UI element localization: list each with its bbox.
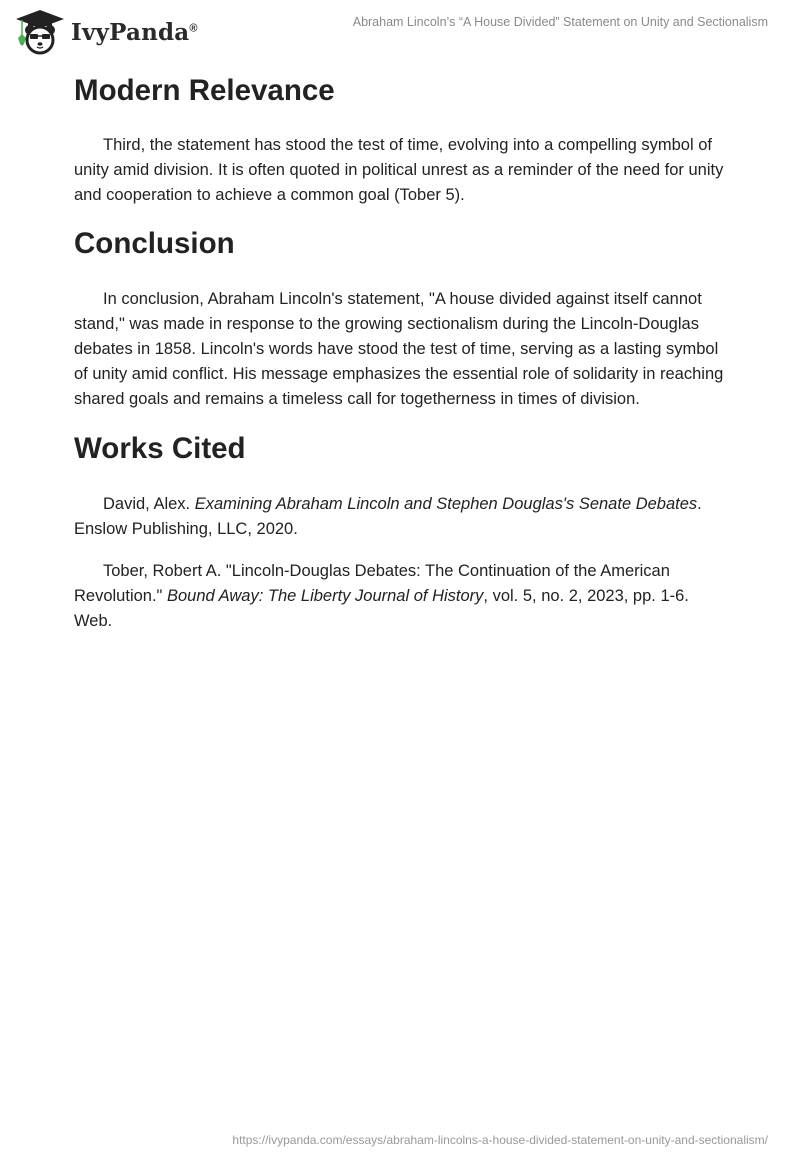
section-paragraph: Third, the statement has stood the test of time, evolving into a compelling symbol of unity amid division. It is often quoted in political unrest as a reminder of the need for unity and cooperation to achieve a common goal (Tober 5).: [74, 136, 724, 204]
source-url[interactable]: https://ivypanda.com/essays/abraham-lincolns-a-house-divided-statement-on-unity-and-sectionalism/: [232, 1133, 768, 1147]
section-heading: Modern Relevance: [74, 74, 335, 107]
section-heading: Conclusion: [74, 227, 235, 260]
page-header: [0, 0, 800, 64]
panda-graduation-cap-icon: [14, 8, 66, 56]
logo-brand-text: IvyPanda®: [71, 18, 198, 46]
document-title: Abraham Lincoln’s “A House Divided” Statement on Unity and Sectionalism: [352, 15, 768, 29]
section-paragraph: In conclusion, Abraham Lincoln's statement, "A house divided against itself cannot stand," was made in response to the growing sectionalism during the Lincoln-Douglas debates in 1858. Lincoln's words have stood the test of time, serving as a lasting symbol of unity amid conflict. His message emphasizes the essential role of solidarity in reaching shared goals and remains a timeless call for togetherness in times of division.: [74, 290, 724, 408]
citation-entry: David, Alex. Examining Abraham Lincoln and Stephen Douglas's Senate Debates. Enslow Publishing, LLC, 2020.: [74, 495, 702, 538]
citation-entry: Tober, Robert A. "Lincoln-Douglas Debates: The Continuation of the American Revolution." Bound Away: The Liberty Journal of History, vol. 5, no. 2, 2023, pp. 1-6. Web.: [74, 562, 689, 630]
section-heading: Works Cited: [74, 432, 246, 465]
ivypanda-logo[interactable]: [14, 8, 198, 56]
citation-title: Bound Away: The Liberty Journal of History: [167, 587, 484, 605]
citation-title: Examining Abraham Lincoln and Stephen Douglas's Senate Debates: [194, 495, 698, 513]
section-works-cited: [74, 428, 724, 634]
essay-content: [74, 70, 724, 634]
section-modern-relevance: [74, 70, 724, 208]
section-conclusion: [74, 223, 724, 412]
